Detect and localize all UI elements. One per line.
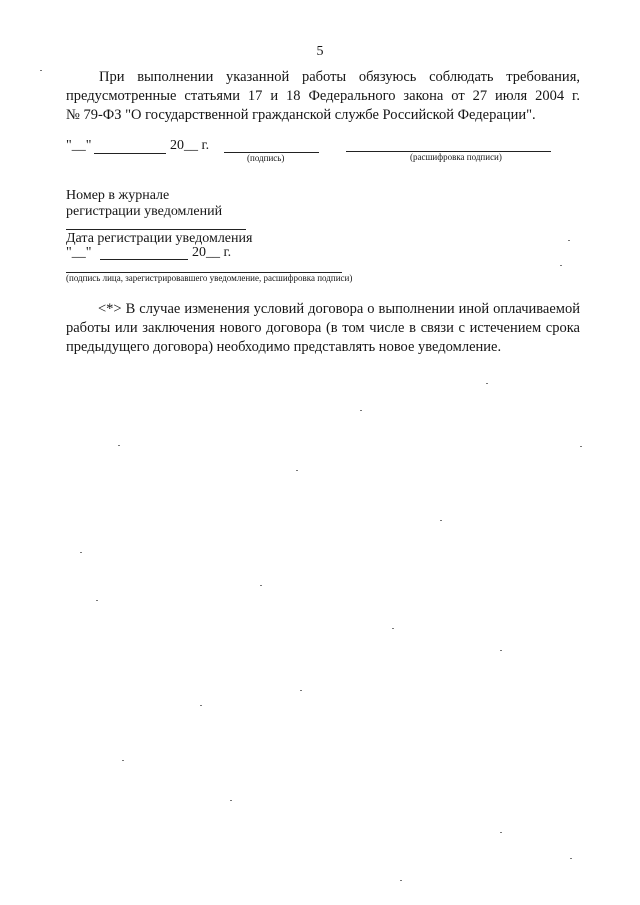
signature-decoding-caption: (расшифровка подписи) [410, 152, 502, 162]
registrar-signature-caption: (подпись лица, зарегистрировавшего уведомление, расшифровка подписи) [66, 273, 353, 283]
footnote-paragraph [66, 300, 580, 357]
journal-number-label: Номер в журнале [66, 188, 170, 203]
signature-caption: (подпись) [247, 153, 285, 163]
footnote-line-3: предыдущего договора) необходимо представлять новое уведомление. [66, 339, 502, 355]
footnote-line-2: работы или заключения нового договора (в том числе в связи с истечением срока [66, 320, 580, 336]
signature-date-month-line[interactable] [94, 153, 166, 154]
signature-date-day: "__" [66, 138, 92, 153]
commitment-line-3: № 79-ФЗ "О государственной гражданской службе Российской Федерации". [66, 107, 536, 123]
commitment-line-1: При выполнении указанной работы обязуюсь соблюдать требования, [99, 69, 580, 85]
registration-date-year: 20__ г. [192, 245, 232, 260]
signature-date-year: 20__ г. [170, 138, 210, 153]
registration-date-label: Дата регистрации уведомления [66, 231, 253, 246]
journal-number-line[interactable] [66, 229, 246, 230]
journal-number-label-2: регистрации уведомлений [66, 204, 223, 219]
commitment-line-2: предусмотренные статьями 17 и 18 Федерального закона от 27 июля 2004 г. [66, 88, 580, 104]
footnote-line-1: <*> В случае изменения условий договора о выполнении иной оплачиваемой [98, 301, 580, 317]
registration-date-month-line[interactable] [100, 259, 188, 260]
page-number: 5 [316, 44, 324, 59]
registration-date-day: "__" [66, 245, 92, 260]
commitment-paragraph [66, 68, 580, 125]
